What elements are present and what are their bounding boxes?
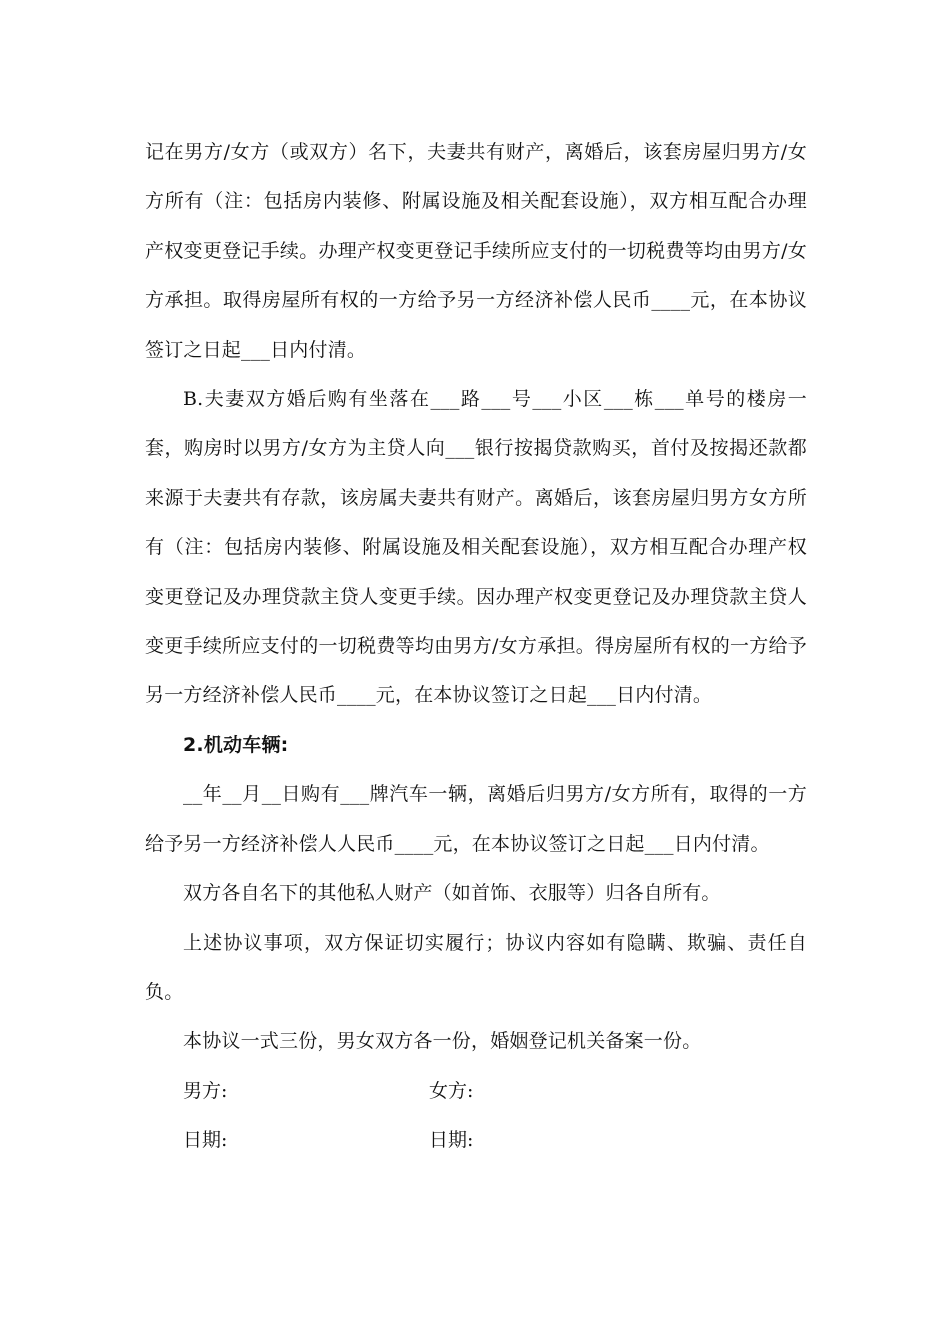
male-date-label: 日期:: [183, 1129, 228, 1152]
section-heading-vehicle: 2.机动车辆:: [183, 733, 289, 756]
signature-row: [145, 1067, 807, 1116]
paragraph-guarantee: 上述协议事项，双方保证切实履行；协议内容如有隐瞒、欺骗、责任自负。: [145, 931, 807, 1003]
paragraph-copies: 本协议一式三份，男女双方各一份，婚姻登记机关备案一份。: [183, 1030, 702, 1053]
paragraph-vehicle: __年__月__日购有___牌汽车一辆，离婚后归男方/女方所有，取得的一方给予另一方经济补偿人人民币____元，在本协议签订之日起___日内付清。: [145, 783, 807, 855]
paragraph-house-a-continued: 记在男方/女方（或双方）名下，夫妻共有财产，离婚后，该套房屋归男方/女方所有（注：包括房内装修、附属设施及相关配套设施），双方相互配合办理产权变更登记手续。办理产权变更登记手续所应支付的一切税费等均由男方/女方承担。取得房屋所有权的一方给予另一方经济补偿人民币____元，在本协议签订之日起___日内付清。: [145, 141, 807, 361]
paragraph-house-b: B.夫妻双方婚后购有坐落在___路___号___小区___栋___单号的楼房一套，购房时以男方/女方为主贷人向___银行按揭贷款购买，首付及按揭还款都来源于夫妻共有存款，该房属夫妻共有财产。离婚后，该套房屋归男方女方所有（注：包括房内装修、附属设施及相关配套设施），双方相互配合办理产权变更登记及办理贷款主贷人变更手续。因办理产权变更登记及办理贷款主贷人变更手续所应支付的一切税费等均由男方/女方承担。得房屋所有权的一方给予另一方经济补偿人民币____元，在本协议签订之日起___日内付清。: [145, 388, 807, 707]
female-date-label: 日期:: [429, 1129, 474, 1152]
male-signature-label: 男方:: [183, 1079, 228, 1102]
document-body: [145, 128, 807, 1166]
female-signature-label: 女方:: [429, 1079, 474, 1102]
date-row: [145, 1116, 807, 1165]
paragraph-private-property: 双方各自名下的其他私人财产（如首饰、衣服等）归各自所有。: [183, 882, 721, 905]
